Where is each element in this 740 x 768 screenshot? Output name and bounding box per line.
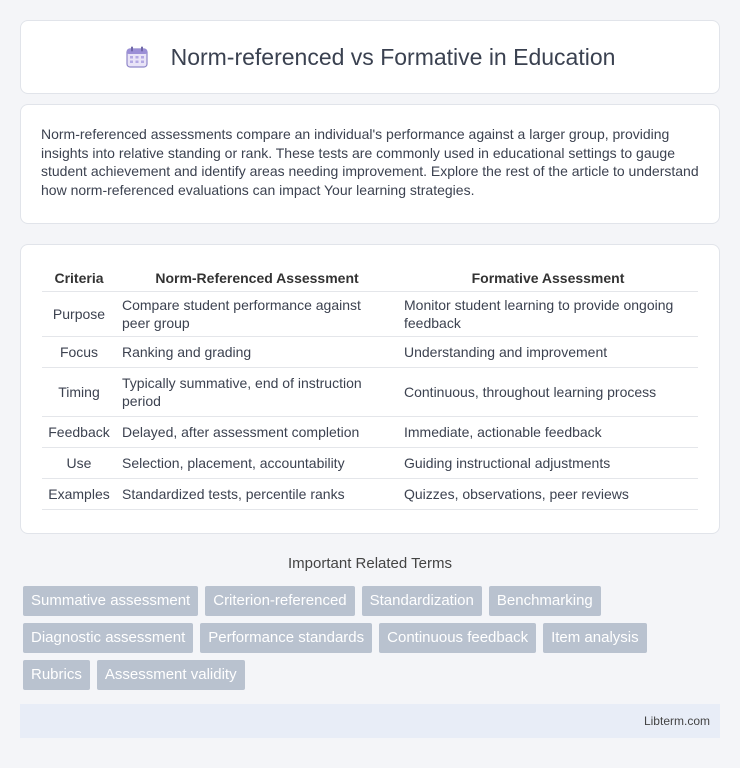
related-term-tag[interactable]: Standardization — [362, 586, 482, 616]
table-cell: Guiding instructional adjustments — [398, 447, 698, 478]
table-row — [42, 336, 698, 367]
column-header: Criteria — [42, 265, 116, 291]
footer-site-link[interactable]: Libterm.com — [643, 714, 710, 728]
table-cell: Selection, placement, accountability — [116, 447, 398, 478]
table-row — [42, 367, 698, 416]
comparison-table-card — [20, 244, 720, 534]
related-term-tag[interactable]: Summative assessment — [23, 586, 198, 616]
criteria-cell: Examples — [42, 478, 116, 509]
related-terms-list — [23, 586, 703, 690]
criteria-cell: Purpose — [42, 291, 116, 336]
table-row — [42, 447, 698, 478]
table-cell: Compare student performance against peer group — [116, 291, 398, 336]
related-term-tag[interactable]: Continuous feedback — [379, 623, 536, 653]
table-cell: Understanding and improvement — [398, 336, 698, 367]
related-term-tag[interactable]: Assessment validity — [97, 660, 245, 690]
criteria-cell: Feedback — [42, 416, 116, 447]
table-row — [42, 291, 698, 336]
related-term-tag[interactable]: Criterion-referenced — [205, 586, 354, 616]
table-cell: Monitor student learning to provide ongoing feedback — [398, 291, 698, 336]
table-header-row — [42, 265, 698, 291]
related-term-tag[interactable]: Item analysis — [543, 623, 647, 653]
criteria-cell: Timing — [42, 367, 116, 416]
calendar-icon — [125, 45, 149, 69]
related-term-tag[interactable]: Rubrics — [23, 660, 90, 690]
related-term-tag[interactable]: Benchmarking — [489, 586, 601, 616]
column-header: Formative Assessment — [398, 265, 698, 291]
table-cell: Immediate, actionable feedback — [398, 416, 698, 447]
criteria-cell: Use — [42, 447, 116, 478]
title-card — [20, 20, 720, 94]
related-term-tag[interactable]: Performance standards — [200, 623, 372, 653]
table-cell: Standardized tests, percentile ranks — [116, 478, 398, 509]
related-term-tag[interactable]: Diagnostic assessment — [23, 623, 193, 653]
criteria-cell: Focus — [42, 336, 116, 367]
intro-card — [20, 104, 720, 224]
column-header: Norm-Referenced Assessment — [116, 265, 398, 291]
table-cell: Continuous, throughout learning process — [398, 367, 698, 416]
table-row — [42, 416, 698, 447]
table-cell: Typically summative, end of instruction period — [116, 367, 398, 416]
page-title: Norm-referenced vs Formative in Education — [170, 43, 616, 70]
footer — [20, 704, 720, 738]
related-terms-title: Important Related Terms — [288, 555, 452, 572]
table-row — [42, 478, 698, 509]
table-cell: Delayed, after assessment completion — [116, 416, 398, 447]
intro-text: Norm-referenced assessments compare an individual's performance against a larger group, providing insights into relative standing or rank. These tests are commonly used in educational settings to gauge student achievement and identify areas needing improvement. Explore the rest of the article to understand how norm-referenced evaluations can impact Your learning strategies. — [41, 126, 699, 198]
comparison-table — [42, 265, 698, 510]
table-cell: Ranking and grading — [116, 336, 398, 367]
table-cell: Quizzes, observations, peer reviews — [398, 478, 698, 509]
